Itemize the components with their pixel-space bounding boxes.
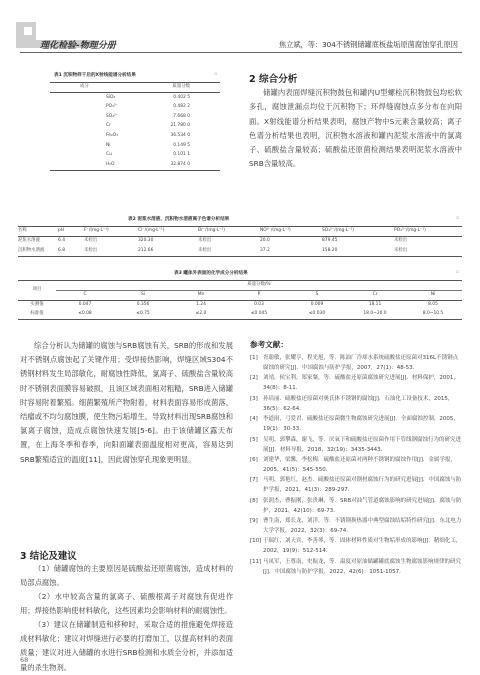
table-cell: 6.4 [58,238,65,244]
table-cell: 158.20 [322,247,338,253]
reference-item [250,394,462,414]
table-row [50,93,220,103]
table-3-header: S [288,291,346,301]
table-3-group-header: 质量分数/% [56,281,462,291]
table-row [18,301,462,311]
table-icon: ▫ [456,216,460,221]
table-2-header: Br⁻/(mg·L⁻¹) [198,227,260,237]
analysis-paragraph: 综合分析认为储罐的腐蚀与SRB腐蚀有关，SRB的形成和发展对不锈钢点腐蚀起了关键作用；受焊接热影响，焊缝区域S304不锈钢材料发生局部敏化，耐腐蚀性降低，氯离子、硫酸盐含量较高时不锈钢表面膜容易破损，且该区域表面相对粗糙，SRB进入储罐时容易附着繁殖。细菌繁殖所产物附着，材料表面容易形成菌落，结瘤或不均匀腐蚀膜，使生物污垢增生，导致材料出现SRB腐蚀和氯离子腐蚀，造成点腐蚀快速发展[5-6]。由于该储罐区露天布置，在上海冬季和春季，向阳面罐表面温度相对更高，容易达到SRB繁殖适宜的温度[11]，因此腐蚀穿孔现象更明显。 [20,341,233,464]
reference-text: 于瑞红，刘天宾，李善琴，等．固体材料性质对生物垢形成的影响[J]．精细化工，2002，19(9)：512-514． [263,538,462,555]
table-cell: 0.03 [254,302,264,308]
table-cell: 21.780 0 [170,123,190,129]
reference-text: 孙培丽．硫酸盐还原菌对奥氏体不锈钢的腐蚀[J]．石油化工设备技术，2015，36(5)：62-64． [263,395,454,412]
reference-number: [2] [250,375,258,382]
page-header [0,0,480,60]
reference-number: [7] [250,477,258,484]
table-row [50,160,220,170]
table-3-header: C [56,291,114,301]
reference-number: [3] [250,395,258,402]
table-2-header: NO³⁻/(mg·L⁻¹) [260,227,322,237]
reference-text: 刘建华，梁馨，李松梅．硫酸盐还原菌对两种不锈钢的腐蚀作用[J]．金属学报，2005，41(5)：545-550． [263,456,456,473]
table-2-header: Cl⁻/(mg·L⁻¹) [138,227,198,237]
table-2-title: 表2 泥浆水溶液、沉积物水溶液离子色谱分析结果 [128,217,230,222]
reference-number: [4] [250,416,258,423]
conclusion-3: （3）建议在储罐制造和移种时，采取合适的措施避免焊接造成材料敏化；建议对焊缝进行必要的打磨加工，以提高材料的表面质量；建议对进入储罐的水进行SRB检测和水质全分析，并添加适量的杀生物剂。 [20,620,233,672]
table-cell: 1.24 [196,302,206,308]
reference-text: 曹生南，郑长龙，刘洋，等．不锈钢换热器中典型腐蚀结垢特性研究[J]．东北电力大学学报，2022，32(3)：69-74． [263,518,462,535]
table-1-grid [50,82,220,171]
table-row [50,151,220,161]
table-cell: 未检出 [84,238,98,244]
references-heading: 参考文献： [250,340,288,349]
table-3-header: Cr [346,291,404,301]
running-head: 焦立斌，等：304不锈钢储罐底板盐垢原菌腐蚀穿孔原因 [278,40,458,49]
table-cell: 0.149 5 [173,142,190,148]
journal-name: 理化检验-物理分册 [40,41,116,51]
table-cell: SiO₂ [106,94,116,100]
table-2-header: PO₄³⁻/(mg·L⁻¹) [394,227,462,237]
table-1-header: 质量分数 [148,83,220,93]
reference-item [250,516,462,536]
reference-text: 马凤军，王尊南，史振龙，等．温度对原油储罐罐底腐蚀生物腐蚀影响规律的研究[J]．中国腐蚀与防护学报，2022，42(6)：1051-1057． [263,558,462,575]
reference-number: [8] [250,497,258,504]
table-cell: 8.0~10.5 [422,311,444,317]
table-cell: ≤0.08 [78,311,92,317]
table-cell: Fe₂O₃ [106,132,118,138]
table-cell: 0.047 [78,302,92,308]
table-3-header: P [230,291,288,301]
reference-text: 刘靖，侯宝利，郑家粲，等．硫酸盐还原菌腐蚀研究进展[J]．材料保护，2001，34(8)：8-11． [263,375,459,392]
journal-logo [16,22,36,48]
table-cell: ≤0.030 [308,311,326,317]
table-cell: 泥浆水溶液 [18,238,40,244]
table-cell: ≤0.75 [136,311,150,317]
table-3-item-header: 项目 [18,281,56,301]
table-cell: 320.30 [138,238,154,244]
table-row [18,246,462,256]
header-rule [20,52,462,53]
table-2-header: F⁻/(mg·L⁻¹) [84,227,138,237]
table-2-header: pH [58,227,84,237]
section-2-heading: 2 综合分析 [249,74,298,85]
table-cell: 0.101 1 [173,152,190,158]
table-cell: 20.0 [260,238,270,244]
table-1-header: 成分 [50,83,148,93]
table-cell: 7.668 0 [173,113,190,119]
reference-item [250,414,462,434]
reference-number: [1] [250,355,258,361]
table-cell: 18.0~20.0 [363,311,387,317]
table-row [50,103,220,113]
page-number: 68 [20,656,29,664]
table-cell: 0.009 [310,302,324,308]
table-cell: PO₄³⁻ [106,104,118,110]
table-cell: 未检出 [394,247,408,253]
table-cell: 未检出 [198,247,212,253]
reference-item [250,496,462,516]
table-cell: 8.05 [428,302,438,308]
table-row [50,112,220,122]
reference-item [250,353,462,373]
table-cell: 212.66 [138,247,154,253]
reference-item [250,455,462,475]
table-cell: 未检出 [84,247,98,253]
reference-item [250,557,462,577]
reference-text: 马明，郭艳红，赵杰．硫酸盐还原菌对钢材腐蚀行为的研究进展[J]．中国腐蚀与防护学报，2021，41(3)：289-297． [263,477,462,494]
table-cell: 实测值 [30,302,44,308]
table-cell: 0.482 2 [173,104,190,110]
table-3-grid [18,280,462,320]
reference-item [250,475,462,495]
reference-item [250,536,462,556]
table-3-title: 表3 罐体外表面的化学成分分析结果 [174,271,248,276]
conclusion-2: （2）水中较高含量的氯离子、硫酸根离子对腐蚀有促进作用；焊接热影响使材料敏化，这些因素均会影响材料的耐腐蚀性。 [20,592,233,616]
table-2-header: 名称 [18,227,58,237]
table-2-header: SO₄²⁻/(mg·L⁻¹) [322,227,394,237]
table-cell: 0.402 5 [173,94,190,100]
table-cell: Cu [106,152,112,158]
reference-number: [9] [250,518,258,524]
table-icon: ▫ [456,270,460,275]
table-cell: 879.45 [322,238,338,244]
reference-number: [11] [250,558,262,565]
table-cell: 0.356 [136,302,150,308]
reference-number: [6] [250,456,258,463]
table-row [50,141,220,151]
table-cell: 6.8 [58,247,65,253]
table-cell: ≤2.0 [195,311,207,317]
table-2-grid [18,226,462,257]
table-cell: 32.874 0 [170,161,190,167]
reference-text: 张润杰，曹振刚，张贵琳，等．SRB对油气管道腐蚀影响的研究进展[J]．腐蚀与防护，2021，42(10)：69-73． [263,497,462,514]
table-cell: Ni [106,142,111,148]
table-cell: 18.11 [368,302,382,308]
table-cell: 沉积物水溶液 [18,247,45,253]
reference-item [250,435,462,455]
reference-list [250,353,462,577]
table-icon: ▫ [214,72,218,77]
reference-item [250,373,462,393]
table-cell: ≤0.045 [250,311,268,317]
table-3-header: Si [114,291,172,301]
reference-text: 吴明，郭攀森，谢飞，等．厌氧下和硫酸盐还原菌作用下管线钢腐蚀行为的研究进展[J]．材料导报，2018，32(19)：3435-3443． [263,436,462,453]
table-cell: H₂O [106,161,115,167]
table-1 [50,72,220,167]
table-cell: SO₄²⁻ [106,113,119,119]
table-row [50,122,220,132]
section-3-heading: 3 结论及建议 [20,551,77,562]
table-row [50,131,220,141]
table-cell: Cr [106,123,111,129]
reference-text: 胥聪敏，张耀亨，程光旭，等．陈油厂冷却水系统硫酸盐还原菌对316L不锈钢点腐蚀的研究[J]．中国腐蚀与防护学报，2007，27(1)：48-53． [263,355,459,372]
conclusion-1: （1）储罐腐蚀的主要原因是硫酸盐还原菌腐蚀，造成材料的局部点腐蚀。 [20,564,233,588]
reference-text: 李道雨，弓爱君．硫酸盐还原菌微生物腐蚀研究进展[J]．全面腐蚀控制，2005，19(1)：30-33． [263,416,459,433]
table-1-title: 表1 沉积物样干后的X射线能谱分析结果 [54,73,136,78]
table-row [18,310,462,320]
section-2-paragraph: 储罐内表面焊缝沉积物鼓包和罐内U型螺栓沉积物鼓包均松软多孔，腐蚀泄漏点均位于沉积物下；环焊缝腐蚀点多分布在向阳面。X射线能谱分析结果表明，腐蚀产物中S元素含量较高；离子色谱分析结果也表明，沉积物水溶液和罐内泥浆水溶液中的氯离子、硫酸盐含量较高；硫酸盐还原菌检测结果表明泥浆水溶液中SRB含量较高。 [249,88,462,169]
table-cell: 37.2 [260,247,270,253]
table-cell: 标准值 [30,311,44,317]
table-3-header: Ni [404,291,462,301]
table-cell: 未检出 [394,238,408,244]
reference-number: [10] [250,538,262,545]
reference-number: [5] [250,436,258,443]
table-cell: 36.534 0 [170,132,190,138]
table-3-header: Mn [172,291,230,301]
table-row [18,237,462,247]
table-cell: 未检出 [198,238,212,244]
